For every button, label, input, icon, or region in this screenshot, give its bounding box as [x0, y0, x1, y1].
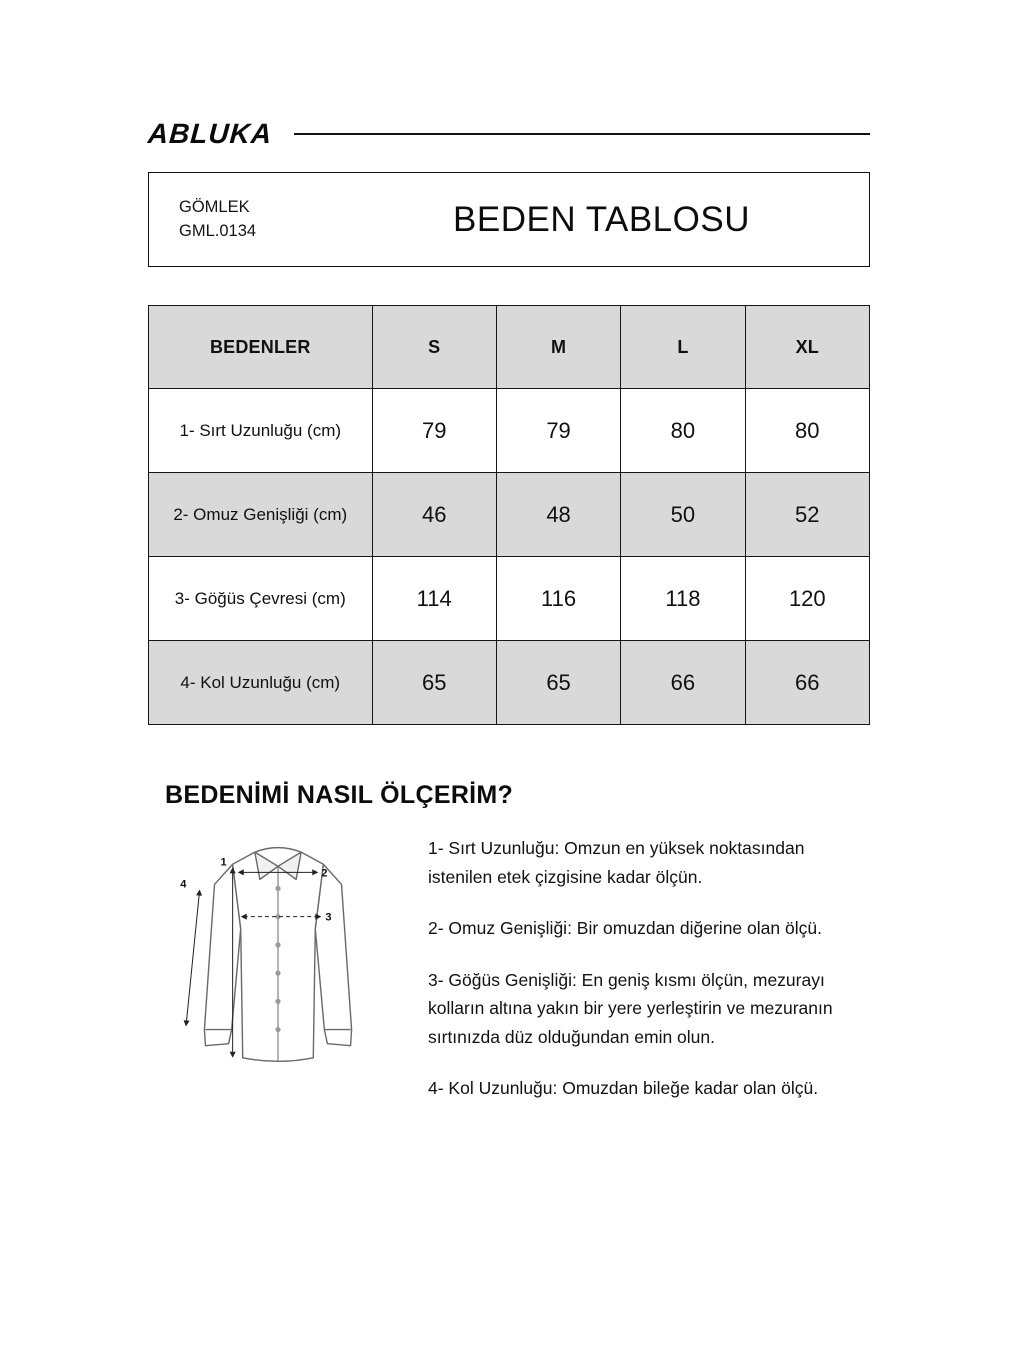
size-value: 48: [496, 473, 620, 557]
row-label: 1- Sırt Uzunluğu (cm): [149, 389, 373, 473]
brand-bar: [148, 118, 870, 150]
column-header-l: L: [621, 306, 745, 389]
size-value: 46: [372, 473, 496, 557]
page-title: BEDEN TABLOSU: [453, 199, 750, 239]
diagram-label-3: 3: [325, 911, 332, 924]
size-value: 114: [372, 557, 496, 641]
instruction-item: 3- Göğüs Genişliği: En geniş kısmı ölçün, mezurayı kolların altına yakın bir yere yerleştirin ve mezuranın sırtınızda düz olduğundan emin olun.: [428, 969, 833, 1047]
size-value: 120: [745, 557, 869, 641]
measure-heading: BEDENİMİ NASIL ÖLÇERİM?: [165, 781, 514, 809]
column-header-bedenler: BEDENLER: [149, 306, 373, 389]
table-header-row: [149, 306, 870, 389]
header-divider-line: [294, 133, 870, 135]
size-value: 65: [372, 641, 496, 725]
instruction-item: 1- Sırt Uzunluğu: Omzun en yüksek noktasından istenilen etek çizgisine kadar ölçün.: [428, 838, 805, 887]
title-box: [148, 172, 870, 267]
column-header-m: M: [496, 306, 620, 389]
table-row: [149, 557, 870, 641]
size-value: 50: [621, 473, 745, 557]
shirt-illustration: [152, 832, 404, 1084]
size-value: 66: [621, 641, 745, 725]
row-label: 2- Omuz Genişliği (cm): [149, 473, 373, 557]
instruction-item: 4- Kol Uzunluğu: Omuzdan bileğe kadar olan ölçü.: [428, 1078, 819, 1099]
size-value: 79: [496, 389, 620, 473]
size-value: 80: [745, 389, 869, 473]
diagram-label-4: 4: [180, 878, 187, 891]
shirt-diagram: [152, 832, 404, 1084]
diagram-label-2: 2: [321, 867, 328, 880]
measure-instructions: [428, 832, 870, 1126]
brand-logo: ABLUKA: [146, 118, 274, 149]
column-header-s: S: [372, 306, 496, 389]
table-row: [149, 473, 870, 557]
size-table: [148, 305, 870, 725]
size-value: 52: [745, 473, 869, 557]
column-header-xl: XL: [745, 306, 869, 389]
row-label: 4- Kol Uzunluğu (cm): [149, 641, 373, 725]
table-row: [149, 389, 870, 473]
size-value: 65: [496, 641, 620, 725]
measure-section: [148, 832, 870, 1126]
instruction-item: 2- Omuz Genişliği: Bir omuzdan diğerine olan ölçü.: [428, 918, 822, 939]
size-value: 118: [621, 557, 745, 641]
row-label: 3- Göğüs Çevresi (cm): [149, 557, 373, 641]
table-row: [149, 641, 870, 725]
size-value: 80: [621, 389, 745, 473]
diagram-label-1: 1: [220, 856, 227, 869]
product-type: GÖMLEK: [179, 197, 250, 216]
product-info: [149, 196, 334, 244]
size-value: 66: [745, 641, 869, 725]
size-value: 79: [372, 389, 496, 473]
size-value: 116: [496, 557, 620, 641]
product-code: GML.0134: [179, 221, 257, 240]
